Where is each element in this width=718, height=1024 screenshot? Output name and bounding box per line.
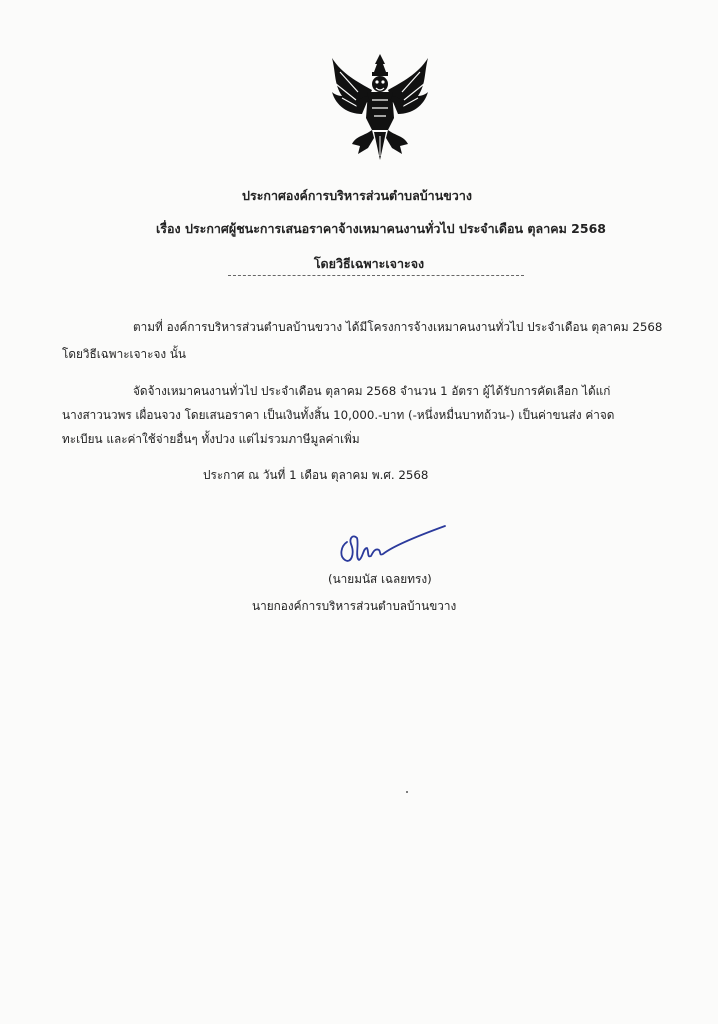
paragraph-2-line-3: ทะเบียน และค่าใช้จ่ายอื่นๆ ทั้งปวง แต่ไม่รวมภาษีมูลค่าเพิ่ม [62, 432, 360, 446]
scan-speck [406, 791, 408, 793]
paragraph-1-line-2: โดยวิธีเฉพาะเจาะจง นั้น [62, 347, 186, 361]
garuda-emblem-icon [328, 52, 432, 162]
paragraph-2-line-2: นางสาวนวพร เผื่อนจวง โดยเสนอราคา เป็นเงินทั้งสิ้น 10,000.-บาท (-หนึ่งหมื่นบาทถ้วน-) เป็นค่าขนส่ง ค่าจด [62, 408, 615, 422]
announcement-date: ประกาศ ณ วันที่ 1 เดือน ตุลาคม พ.ศ. 2568 [203, 468, 429, 482]
announcement-title: ประกาศองค์การบริหารส่วนตำบลบ้านขวาง [242, 188, 472, 203]
announcement-subject: เรื่อง ประกาศผู้ชนะการเสนอราคาจ้างเหมาคนงานทั่วไป ประจำเดือน ตุลาคม 2568 [156, 221, 606, 236]
paragraph-1-line-1: ตามที่ องค์การบริหารส่วนตำบลบ้านขวาง ได้มีโครงการจ้างเหมาคนงานทั่วไป ประจำเดือน ตุลาคม 2568 [133, 320, 663, 334]
separator-line [228, 275, 524, 276]
signatory-position: นายกองค์การบริหารส่วนตำบลบ้านขวาง [252, 599, 457, 613]
paragraph-2-line-1: จัดจ้างเหมาคนงานทั่วไป ประจำเดือน ตุลาคม 2568 จำนวน 1 อัตรา ผู้ได้รับการคัดเลือก ได้แก่ [133, 384, 611, 398]
procurement-method: โดยวิธีเฉพาะเจาะจง [313, 256, 425, 271]
handwritten-signature [333, 520, 448, 570]
signatory-name: (นายมนัส เฉลยทรง) [328, 572, 432, 586]
